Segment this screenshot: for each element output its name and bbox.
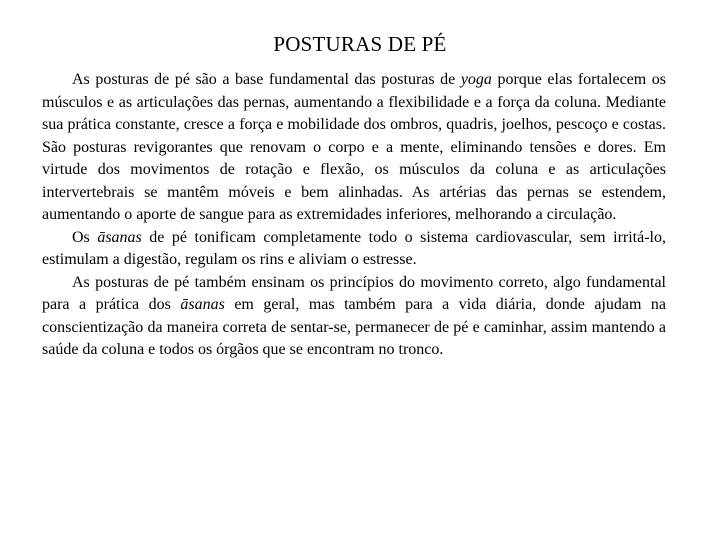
- paragraph-1: [42, 69, 666, 227]
- paragraph-2-text-continued: de pé tonificam completamente todo o sistema cardiovascular, sem irritá-lo, estimulam a digestão, regulam os rins e aliviam o estresse.: [42, 228, 667, 268]
- paragraph-1-text-continued: porque elas fortalecem os músculos e as articulações das pernas, aumentando a flexibilidade e a força da coluna. Mediante sua prática constante, cresce a força e mobilidade dos ombros, quadris, joelhos, pescoço e costas. São posturas revigorantes que renovam o corpo e a mente, eliminando tensões e dores. Em virtude dos movimentos de rotação e flexão, os músculos da coluna e as articulações intervertebrais se mantêm móveis e bem alinhadas. As artérias das pernas se estendem, aumentando o aporte de sangue para as extremidades inferiores, melhorando a circulação.: [42, 71, 666, 223]
- body-text: [42, 69, 666, 362]
- page-title: POSTURAS DE PÉ: [273, 32, 447, 56]
- paragraph-2-text: Os: [72, 228, 98, 246]
- paragraph-1-text: As posturas de pé são a base fundamental das posturas de: [72, 71, 461, 88]
- paragraph-2: [42, 227, 666, 272]
- paragraph-2-italic-term: āsanas: [97, 228, 142, 246]
- paragraph-3-text: As posturas de pé também ensinam os princípios do movimento correto, algo fundamental para a prática dos: [42, 273, 666, 313]
- paragraph-3-italic-term: āsanas: [180, 296, 225, 313]
- paragraph-3: [42, 272, 666, 362]
- paragraph-1-italic-term: yoga: [460, 71, 492, 88]
- paragraph-3-text-continued: em geral, mas também para a vida diária, donde ajudam na conscientização da maneira correta de sentar-se, permanecer de pé e caminhar, assim mantendo a saúde da coluna e todos os órgãos que se encontram no tronco.: [42, 296, 667, 358]
